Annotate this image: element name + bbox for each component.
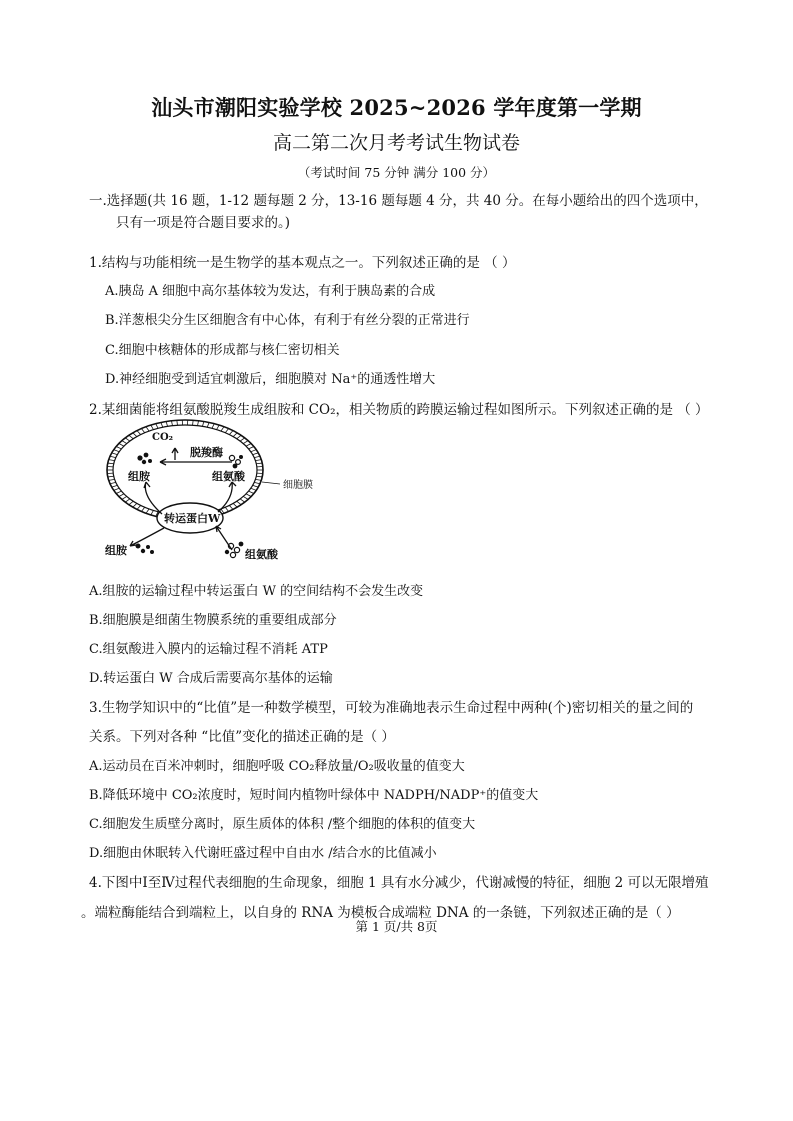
membrane-hatch-mark bbox=[217, 425, 220, 429]
q3-option-d: D.细胞由休眠转入代谢旺盛过程中自由水 /结合水的比值减小 bbox=[89, 846, 437, 861]
membrane-hatch-mark bbox=[114, 488, 119, 490]
membrane-hatch-mark bbox=[240, 499, 245, 502]
fig-histidine-in-label: 组氨酸 bbox=[212, 470, 245, 483]
q3-option-a: A.运动员在百米冲刺时，细胞呼吸 CO₂释放量/O₂吸收量的值变大 bbox=[89, 759, 465, 774]
q2-figure bbox=[100, 418, 340, 563]
q4-stem-line-1: 4.下图中Ⅰ至Ⅳ过程代表细胞的生命现象，细胞 1 具有水分减少，代谢减慢的特征，细胞 2 可以无限增殖 bbox=[89, 875, 709, 891]
membrane-hatch-mark bbox=[254, 482, 260, 483]
membrane-hatch-mark bbox=[193, 420, 194, 425]
fig-histamine-out-label: 组胺 bbox=[105, 544, 127, 557]
membrane-hatch-mark bbox=[255, 460, 261, 461]
membrane-hatch-mark bbox=[122, 496, 127, 499]
section-line-2: 只有一项是符合题目要求的。) bbox=[116, 215, 291, 231]
exam-note: （考试时间 75 分钟 满分 100 分） bbox=[297, 165, 496, 180]
membrane-hatch-mark bbox=[108, 463, 114, 464]
membrane-hatch-mark bbox=[233, 503, 237, 507]
membrane-hatch-mark bbox=[109, 460, 115, 461]
membrane-hatch-mark bbox=[141, 507, 144, 511]
membrane-hatch-mark bbox=[112, 485, 118, 487]
membrane-hatch-mark bbox=[256, 476, 262, 477]
membrane-hatch-mark bbox=[108, 476, 114, 477]
membrane-hatch-mark bbox=[119, 494, 124, 497]
membrane-hatch-mark bbox=[237, 435, 241, 438]
page-footer: 第 1 页/共 8页 bbox=[355, 919, 438, 934]
q3-option-c: C.细胞发生质壁分离时，原生质体的体积 /整个细胞的体积的值变大 bbox=[89, 817, 476, 832]
q2-stem: 2.某细菌能将组氨酸脱羧生成组胺和 CO₂，相关物质的跨膜运输过程如图所示。下列叙述正确的是 （ ） bbox=[89, 402, 709, 418]
histamine-molecule-outer bbox=[136, 544, 155, 555]
membrane-hatch-mark bbox=[125, 438, 130, 441]
q1-option-d: D.神经细胞受到适宜刺激后，细胞膜对 Na⁺的通透性增大 bbox=[105, 372, 436, 387]
membrane-hatch-mark bbox=[225, 429, 228, 433]
membrane-hatch-mark bbox=[146, 509, 149, 513]
membrane-hatch-mark bbox=[253, 453, 259, 455]
histidine-import-arrow bbox=[218, 482, 236, 512]
membrane-hatch-mark bbox=[229, 505, 233, 509]
membrane-hatch-mark bbox=[253, 485, 259, 487]
membrane-hatch-mark bbox=[255, 479, 261, 480]
decarboxylase-arrow bbox=[160, 459, 232, 465]
membrane-hatch-mark bbox=[221, 427, 224, 431]
membrane-hatch-mark bbox=[109, 479, 115, 480]
membrane-hatch-mark bbox=[141, 429, 144, 433]
membrane-hatch-mark bbox=[166, 421, 167, 426]
membrane-hatch-mark bbox=[119, 444, 124, 447]
membrane-hatch-mark bbox=[251, 488, 256, 490]
membrane-hatch-mark bbox=[198, 421, 199, 426]
co2-arrow bbox=[172, 448, 178, 460]
histamine-export-arrow bbox=[130, 528, 164, 546]
membrane-hatch-mark bbox=[243, 441, 248, 444]
fig-transporter-label: 转运蛋白W bbox=[164, 512, 221, 525]
membrane-pointer bbox=[262, 482, 280, 484]
q1-option-c: C.细胞中核糖体的形成都与核仁密切相关 bbox=[105, 343, 340, 358]
q2-option-b: B.细胞膜是细菌生物膜系统的重要组成部分 bbox=[89, 613, 337, 628]
fig-co2-label: CO₂ bbox=[152, 432, 174, 443]
membrane-hatch-mark bbox=[156, 424, 158, 429]
membrane-hatch-mark bbox=[129, 501, 133, 504]
membrane-hatch-mark bbox=[240, 438, 245, 441]
q1-stem: 1.结构与功能相统一是生物学的基本观点之一。下列叙述正确的是 （ ） bbox=[89, 255, 516, 271]
membrane-hatch-mark bbox=[137, 431, 141, 435]
membrane-hatch-mark bbox=[146, 427, 149, 431]
membrane-hatch-mark bbox=[110, 482, 116, 483]
membrane-hatch-mark bbox=[114, 450, 119, 452]
histamine-uptake-arrow bbox=[144, 482, 162, 514]
page-subtitle: 高二第二次月考考试生物试卷 bbox=[272, 132, 520, 154]
section-line-1: 一.选择题(共 16 题，1-12 题每题 2 分，13-16 题每题 4 分，共 40 分。在每小题给出的四个选项中， bbox=[89, 193, 708, 209]
q1-option-b: B.洋葱根尖分生区细胞含有中心体，有利于有丝分裂的正常进行 bbox=[105, 313, 470, 328]
membrane-hatch-mark bbox=[237, 501, 241, 504]
membrane-hatch-mark bbox=[254, 456, 260, 457]
membrane-hatch-mark bbox=[133, 433, 137, 437]
membrane-hatch-mark bbox=[151, 510, 154, 514]
membrane-hatch-mark bbox=[256, 463, 262, 464]
membrane-hatch-mark bbox=[129, 435, 133, 438]
membrane-hatch-mark bbox=[229, 431, 233, 435]
membrane-hatch-mark bbox=[212, 424, 214, 429]
fig-membrane-label: 细胞膜 bbox=[283, 480, 313, 491]
membrane-hatch-mark bbox=[125, 499, 130, 502]
q1-option-a: A.胰岛 A 细胞中高尔基体较为发达，有利于胰岛素的合成 bbox=[105, 284, 436, 299]
q4-stem-line-2: 。端粒酶能结合到端粒上，以自身的 RNA 为模板合成端粒 DNA 的一条链，下列叙述正确的是（ ） bbox=[81, 905, 680, 921]
membrane-hatch-mark bbox=[122, 441, 127, 444]
q3-option-b: B.降低环境中 CO₂浓度时，短时间内植物叶绿体中 NADPH/NADP⁺的值变大 bbox=[89, 788, 539, 803]
fig-histidine-out-label: 组氨酸 bbox=[245, 548, 278, 561]
membrane-hatch-mark bbox=[116, 447, 121, 449]
membrane-hatch-mark bbox=[110, 456, 116, 457]
membrane-hatch-mark bbox=[137, 505, 141, 509]
membrane-hatch-mark bbox=[246, 444, 251, 447]
membrane-hatch-mark bbox=[246, 494, 251, 497]
membrane-hatch-mark bbox=[151, 425, 154, 429]
q2-option-a: A.组胺的运输过程中转运蛋白 W 的空间结构不会发生改变 bbox=[89, 584, 424, 599]
membrane-hatch-mark bbox=[112, 453, 118, 455]
page-title: 汕头市潮阳实验学校 2025~2026 学年度第一学期 bbox=[151, 95, 642, 120]
q2-option-c: C.组氨酸进入膜内的运输过程不消耗 ATP bbox=[89, 642, 328, 657]
membrane-hatch-mark bbox=[133, 503, 137, 507]
histidine-entry-arrow bbox=[216, 526, 232, 550]
section-instructions bbox=[89, 190, 708, 234]
membrane-hatch-mark bbox=[243, 496, 248, 499]
membrane-hatch-mark bbox=[233, 433, 237, 437]
membrane-hatch-mark bbox=[171, 421, 172, 426]
membrane-hatch-mark bbox=[251, 450, 256, 452]
histamine-molecule-inner bbox=[137, 453, 152, 465]
membrane-hatch-mark bbox=[116, 491, 121, 493]
fig-histamine-in-label: 组胺 bbox=[128, 470, 150, 483]
membrane-hatch-mark bbox=[207, 422, 209, 427]
membrane-hatch-mark bbox=[202, 421, 203, 426]
membrane-hatch-mark bbox=[249, 447, 254, 449]
membrane-hatch-mark bbox=[225, 507, 228, 511]
membrane-hatch-mark bbox=[177, 420, 178, 425]
membrane-hatch-mark bbox=[249, 491, 254, 493]
q3-stem-line-1: 3.生物学知识中的“比值”是一种数学模型，可较为准确地表示生命过程中两种(个)密切相关的量之间的 bbox=[89, 700, 694, 716]
membrane-hatch-mark bbox=[161, 422, 163, 427]
fig-enzyme-label: 脱羧酶 bbox=[190, 446, 223, 459]
q2-option-d: D.转运蛋白 W 合成后需要高尔基体的运输 bbox=[89, 671, 333, 686]
q3-stem-line-2: 关系。下列对各种 “比值”变化的描述正确的是（ ） bbox=[89, 729, 395, 745]
